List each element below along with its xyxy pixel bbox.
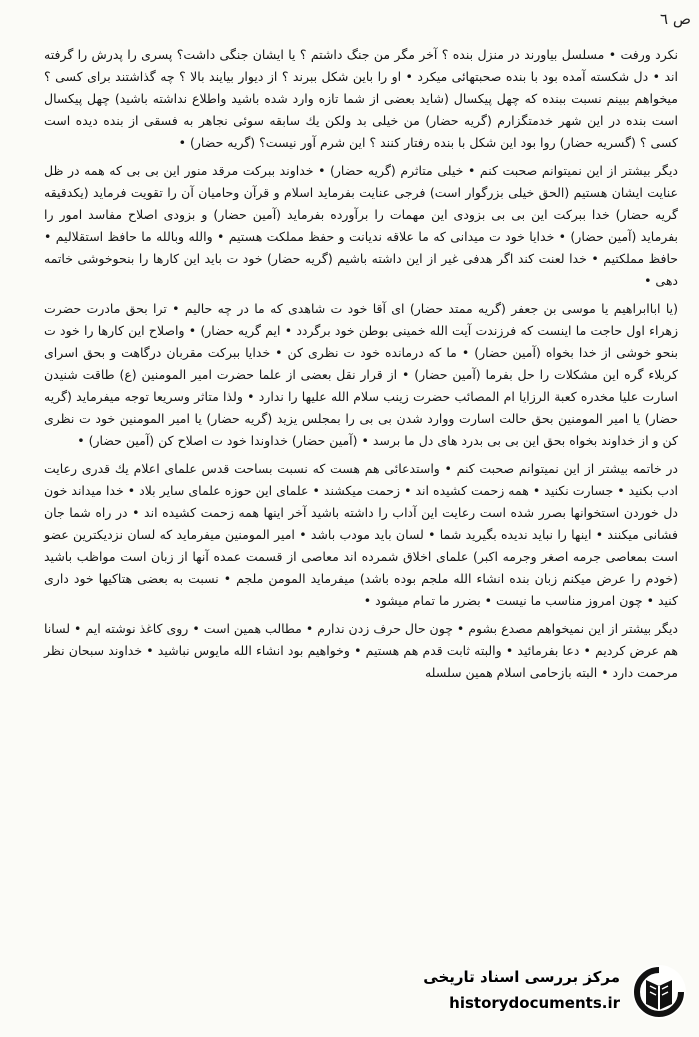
paragraph: دیگر بیشتر از این نمیخواهم مصدع بشوم • چون حال حرف زدن ندارم • مطالب همین است • روی کاغذ نوشته ایم • لسانا هم عرض کردیم • دعا بفرمائید • والبته ثابت قدم هم هستیم • وخواهیم بود انشاء الله مایوس نباشید • خداوند سبحان نظر مرحمت دارد • البته بازحامی اسلام همین سلسله bbox=[44, 621, 678, 680]
book-emblem-icon bbox=[626, 962, 692, 1022]
watermark-url: historydocuments.ir bbox=[449, 994, 620, 1012]
document-body bbox=[44, 44, 678, 690]
paragraph: (یا اباابراهیم یا موسی بن جعفر (گریه ممتد حضار) ای آقا خود ت شاهدی که ما در چه حالیم • ترا بحق مادرت حضرت زهراء اول حاجت ما اینست که فرزندت آیت الله خمینی بوطن خود برگردد • ایم گریه حضار) • واصلاح این کارها را خود ت بنحو خوشی از خدا بخواه (آمین حضار) • ما که درمانده خود ت نظری کن • خدایا ببرکت مقربان درگاهت و بحق اسرای کربلاء گره این مشکلات را حل بفرما (آمین حضار) • از قرار نقل بعضی از علما حضرت امیر المومنین (ع) طاقت شنیدن اسارت علیا مخدره کعبة الرزایا ام المصائب حضرت زینب سلام الله علیها را ندارد • ولذا متاثر وسریعا توجه میفرماید (گریه حضار) یا امیر المومنین بحق حالت اسارت ووارد شدن بی بی را بمجلس یزید (گریه حضار) یا امیر المومنین خود ت نظری کن و از خداوند بخواه بحق این بی بی بدرد های دل ما برسد • (آمین حضار) خداوندا خود ت اصلاح کن (آمین حضار) • bbox=[44, 301, 678, 448]
archive-watermark bbox=[416, 960, 692, 1026]
page-number: ص ٦ bbox=[660, 10, 691, 28]
paragraph: نکرد ورفت • مسلسل بیاورند در منزل بنده ؟ آخر مگر من جنگ داشتم ؟ یا ایشان جنگی داشت؟ پسری را پدرش را گرفته اند • دل شکسته آمده بود با بنده صحبتهائی میکرد • او را باین شکل ببرند ؟ از دیوار بیایند بالا ؟ چه گذاشتند برای کسی ؟ میخواهم ببینم نسبت ببنده که چهل پیکسال (شاید بعضی از شما تازه وارد شده باشید واطلاع نداشته باشید) چهل پیکسال است بنده در این شهر خدمتگزارم (گریه حضار) من خیلی بد ولکن یك سابقه سوئی نجاهر به فسقی از بنده دیده است کسی ؟ (گسریه حضار) روا بود این شکل با بنده رفتار کنند ؟ این شرم آور نیست؟ (گریه حضار) • bbox=[44, 47, 678, 150]
paragraph: در خاتمه بیشتر از این نمیتوانم صحبت کنم • واستدعائی هم هست که نسبت بساحت قدس علمای اعلام یك قدری رعایت ادب بکنید • جسارت نکنید • همه زحمت کشیده اند • زحمت میکشند • علمای این حوزه علمای سایر بلاد • خدا میداند خون دل خوردن استخوانها بصرر شده است رعایت این آداب را داشته باشید آخر اینها همه زحمت کشیده اند • در راه شما جان فشانی میکنند • اینها را نباید ندیده بگیرید شما • لسان باید مودب باشد • امیر المومنین میفرماید که لسان نزدیکترین عضو است بمعاصی جرمه اصغر وجرمه اکبر) علمای اخلاق شمرده اند معاصی از قسمت عمده آنها از زبان است مواظب باشید (خودم را عرض میکنم زبان بنده انشاء الله ملجم بوده باشد) میفرماید المومن ملجم • نسبت به بعضی هتاکیها خود داری کنید • چون امروز مناسب ما نیست • بضرر ما تمام میشود • bbox=[44, 461, 678, 608]
paragraph: دیگر بیشتر از این نمیتوانم صحبت کنم • خیلی متاثرم (گریه حضار) • خداوند ببرکت مرقد منور این بی بی که همه در ظل عنایت ایشان هستیم (الحق خیلی بزرگوار است) فرجی عنایت بفرماید اسلام و قرآن وحامیان آن را تقویت فرماید (یکدقیقه گریه حضار) خدا ببرکت این بی بی بزودی این مهمات را برآورده بفرماید (آمین حضار) و بزودی اصلاح مفاسد امور را بفرماید (آمین حضار) • خدایا خود ت میدانی که ما علاقه ندیانت و حفظ مملکت هستیم • والله وبالله ما حافظ استقلالیم • حافظ مملکتیم • خدا لعنت کند اگر هدفی غیر از این داشته باشیم (گریه حضار) خود ت باید این کارها را بنحوخوشی خاتمه دهی • bbox=[44, 163, 678, 288]
watermark-title: مرکز بررسی اسناد تاریخی bbox=[423, 968, 620, 986]
